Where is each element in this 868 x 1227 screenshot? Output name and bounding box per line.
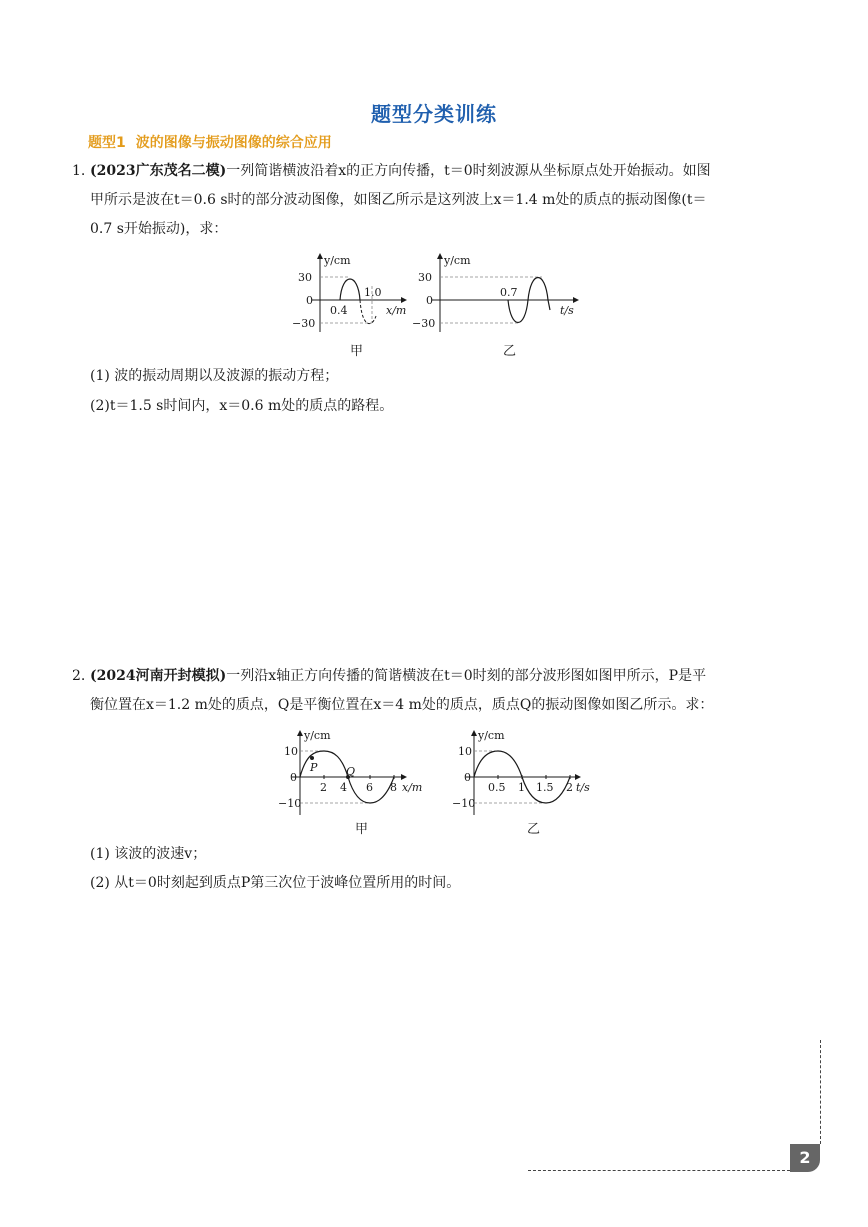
y-axis-label: y/cm [478, 729, 505, 742]
sub-question: (1) 波的振动周期以及波源的振动方程； [90, 368, 339, 384]
y-tick-zero: 0 [306, 294, 313, 307]
page-bottom-dashed-line [528, 1170, 790, 1171]
question-number: 1. [72, 163, 86, 179]
question-1 [72, 157, 812, 244]
question-text-line: 甲所示是波在t＝0.6 s时的部分波动图像，如图乙所示是这列波上x＝1.4 m处的质点的振动图像(t＝ [90, 192, 707, 208]
q2-figure-wave [278, 727, 438, 817]
t-tick: 2 [566, 781, 573, 794]
y-tick-top: 30 [298, 271, 312, 284]
wave-curve [340, 279, 360, 300]
y-tick-zero: 0 [290, 771, 297, 784]
figure-caption: 甲 [350, 344, 364, 359]
page-corner-dashed-line [820, 1040, 821, 1144]
page-number: 2 [790, 1144, 820, 1172]
y-tick-zero: 0 [426, 294, 433, 307]
question-text-line: 衡位置在x＝1.2 m处的质点，Q是平衡位置在x＝4 m处的质点，质点Q的振动图像如图乙所示。求： [90, 697, 714, 713]
x-mark: 0.4 [330, 304, 348, 317]
page-title: 题型分类训练 [371, 102, 497, 126]
y-tick-bottom: −30 [292, 317, 316, 330]
figure-caption: 乙 [503, 344, 517, 359]
question-number: 2. [72, 668, 86, 684]
sub-question: (2)t＝1.5 s时间内，x＝0.6 m处的质点的路程。 [90, 398, 394, 414]
wave-curve-dashed [360, 300, 376, 324]
label-q: Q [346, 765, 356, 778]
section-label: 题型1 [88, 135, 126, 151]
t-tick: 0.5 [488, 781, 506, 794]
x-tick: 8 [390, 781, 397, 794]
section-heading [88, 132, 332, 152]
y-tick-bottom: −30 [412, 317, 436, 330]
q2-figure-vibration [452, 727, 602, 817]
question-source: (2024河南开封模拟) [90, 668, 227, 684]
point-p [310, 756, 314, 760]
sub-question: (2) 从t＝0时刻起到质点P第三次位于波峰位置所用的时间。 [90, 875, 461, 891]
figure-caption: 甲 [355, 822, 369, 837]
y-tick-bottom: −10 [452, 797, 476, 810]
x-tick: 4 [340, 781, 347, 794]
question-source: (2023广东茂名二模) [90, 163, 227, 179]
y-tick-bottom: −10 [278, 797, 302, 810]
t-axis-label: t/s [560, 304, 574, 317]
y-tick-top: 10 [284, 745, 298, 758]
x-tick: 2 [320, 781, 327, 794]
y-tick-top: 10 [458, 745, 472, 758]
x-axis-label: x/m [386, 304, 407, 317]
t-tick: 1.5 [536, 781, 554, 794]
y-axis-label: y/cm [304, 729, 331, 742]
question-text-line: 一列简谐横波沿着x的正方向传播，t＝0时刻波源从坐标原点处开始振动。如图 [226, 163, 711, 179]
question-text-line: 一列沿x轴正方向传播的简谐横波在t＝0时刻的部分波形图如图甲所示，P是平 [226, 668, 707, 684]
q1-figure-vibration [410, 250, 585, 335]
y-axis-label: y/cm [444, 254, 471, 267]
q1-figure-wave [282, 250, 412, 335]
section-name: 波的图像与振动图像的综合应用 [135, 135, 332, 151]
x-tick: 6 [366, 781, 373, 794]
label-p: P [310, 761, 318, 774]
t-axis-label: t/s [576, 781, 590, 794]
t-mark: 0.7 [500, 286, 518, 299]
x-axis-label: x/m [402, 781, 423, 794]
sub-question: (1) 该波的波速v； [90, 846, 207, 862]
question-2 [72, 662, 812, 720]
figure-caption: 乙 [527, 822, 541, 837]
y-axis-label: y/cm [324, 254, 351, 267]
y-tick-zero: 0 [464, 771, 471, 784]
question-text-line: 0.7 s开始振动)，求： [90, 221, 228, 237]
y-tick-top: 30 [418, 271, 432, 284]
t-tick: 1 [518, 781, 525, 794]
x-mark: 1.0 [364, 286, 382, 299]
